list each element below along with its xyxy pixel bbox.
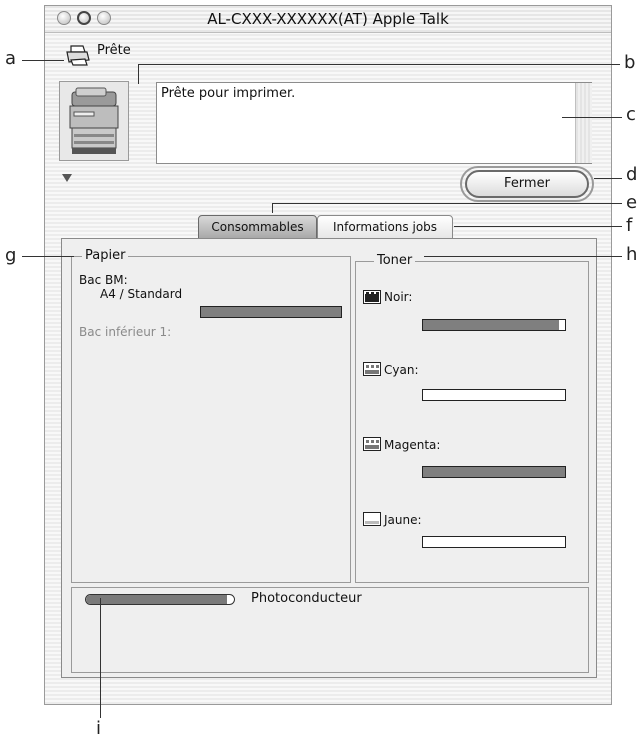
toner-yellow-label: Jaune: (384, 513, 422, 527)
toner-magenta-icon (363, 437, 381, 451)
window-title: AL-CXXX-XXXXXX(AT) Apple Talk (207, 10, 449, 28)
callout-e-line (272, 203, 622, 204)
callout-i: i (96, 718, 102, 739)
callout-d-line (594, 178, 622, 179)
callout-c: c (626, 104, 636, 125)
status-message-text: Prête pour imprimer. (161, 86, 296, 101)
callout-g: g (5, 245, 17, 266)
callout-b-leader (138, 64, 139, 84)
toner-black-label: Noir: (384, 290, 413, 304)
printer-image (59, 81, 129, 161)
toner-cyan-level-bar (422, 389, 566, 401)
toner-yellow-level-bar (422, 536, 566, 548)
toner-group-title: Toner (374, 253, 415, 268)
printer-status-window (44, 5, 612, 705)
printer-picture-icon (60, 82, 128, 160)
callout-f-line (454, 226, 622, 227)
callout-d: d (626, 164, 638, 185)
callout-h-line (424, 256, 622, 257)
callout-c-line (562, 117, 622, 118)
status-label: Prête (97, 43, 131, 58)
photoconductor-level-fill (86, 595, 227, 604)
callout-b: b (624, 52, 636, 73)
toner-magenta-label: Magenta: (384, 438, 441, 452)
toner-black-icon (363, 290, 381, 304)
tray-mp-name: Bac BM: (79, 273, 128, 287)
title-bar[interactable] (45, 6, 611, 33)
callout-h: h (626, 244, 638, 265)
tab-job-information[interactable]: Informations jobs (317, 215, 453, 239)
callout-e-leader (272, 203, 273, 213)
photoconductor-label: Photoconducteur (251, 591, 362, 606)
toner-magenta-level-bar (422, 466, 566, 478)
printer-icon (65, 44, 91, 66)
callout-a-line (22, 60, 64, 61)
paper-group-title: Papier (82, 248, 128, 263)
toner-black-level-bar (422, 319, 566, 331)
callout-b-line (138, 64, 620, 65)
tray-mp-detail: A4 / Standard (100, 287, 183, 301)
callout-g-line (22, 256, 74, 257)
status-message-box (156, 82, 592, 164)
callout-a: a (5, 48, 17, 69)
toner-cyan-icon (363, 362, 381, 376)
paper-group (71, 248, 351, 583)
message-scrollbar[interactable] (575, 83, 592, 163)
tray-lower-1-name: Bac inférieur 1: (79, 325, 172, 339)
toner-yellow-icon (363, 512, 381, 526)
callout-f: f (626, 215, 633, 236)
photoconductor-level-bar (85, 594, 235, 605)
callout-i-line (100, 598, 101, 718)
callout-e: e (626, 192, 638, 213)
tray-mp-level-fill (201, 307, 341, 317)
toner-cyan-label: Cyan: (384, 363, 419, 377)
disclosure-triangle-icon[interactable] (62, 174, 72, 182)
close-button[interactable]: Fermer (465, 170, 589, 198)
tab-consumables[interactable]: Consommables (198, 215, 317, 239)
toner-black-level-fill (423, 320, 559, 330)
tray-mp-level-bar (200, 306, 342, 318)
consumables-panel (61, 238, 597, 678)
toner-group (355, 253, 589, 583)
toner-magenta-level-fill (423, 467, 565, 477)
